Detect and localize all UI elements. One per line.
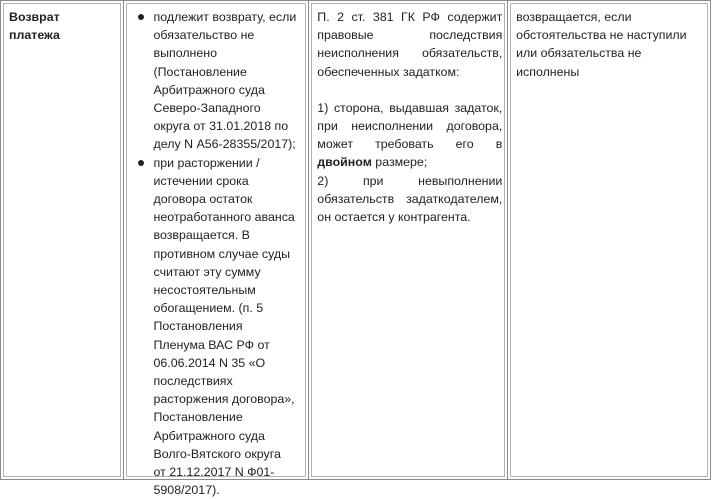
deposit-item-1 [317, 99, 502, 172]
deposit-item-2: 2) при невыполнении обязательств задаткодателем, он остается у контрагента. [317, 173, 503, 225]
list-item [124, 154, 297, 499]
advance-bullet-list [124, 8, 297, 499]
deposit-text-block [317, 8, 502, 226]
deposit-intro: П. 2 ст. 381 ГК РФ содержит правовые последствия неисполнения обязательств, обеспеченных задатком: [317, 10, 503, 79]
row-heading-cell [1, 1, 124, 480]
paragraph-gap [317, 81, 502, 99]
bullet-text: подлежит возврату, если обязательство не выполнено (Постановление Арбитражного суда Северо-Западного округа от 31.01.2018 по делу N А56-28355/2017); [153, 10, 297, 152]
advance-cell [123, 1, 309, 498]
deposit-item-1-text: 1) сторона, выдавшая задаток, при неисполнении договора, может требовать его в [317, 100, 503, 152]
table-row [1, 1, 711, 480]
deposit-item-1-tail: размере; [371, 155, 428, 170]
guarantee-text: возвращается, если обстоятельства не наступили или обязательства не исполнены [516, 10, 687, 79]
bullet-icon [138, 14, 144, 20]
bullet-icon [138, 160, 144, 166]
deposit-cell [309, 1, 508, 480]
guarantee-cell [508, 1, 711, 480]
deposit-item-1-bold: двойном [317, 155, 372, 170]
list-item [124, 8, 297, 154]
row-heading: Возврат платежа [9, 10, 60, 43]
cell-inner-border [3, 3, 121, 477]
bullet-text: при расторжении /истечении срока договора остаток неотработанного аванса возвращается. В противном случае суды считают эту сумму несостоятельным обогащением. (п. 5 Постановления Пленума ВАС РФ от 06.06.2014 N 35 «О последствиях расторжения договора», Постановление Арбитражного суда Волго-Вятского округа от 21.12.2017 N Ф01-5908/2017). [153, 155, 295, 498]
